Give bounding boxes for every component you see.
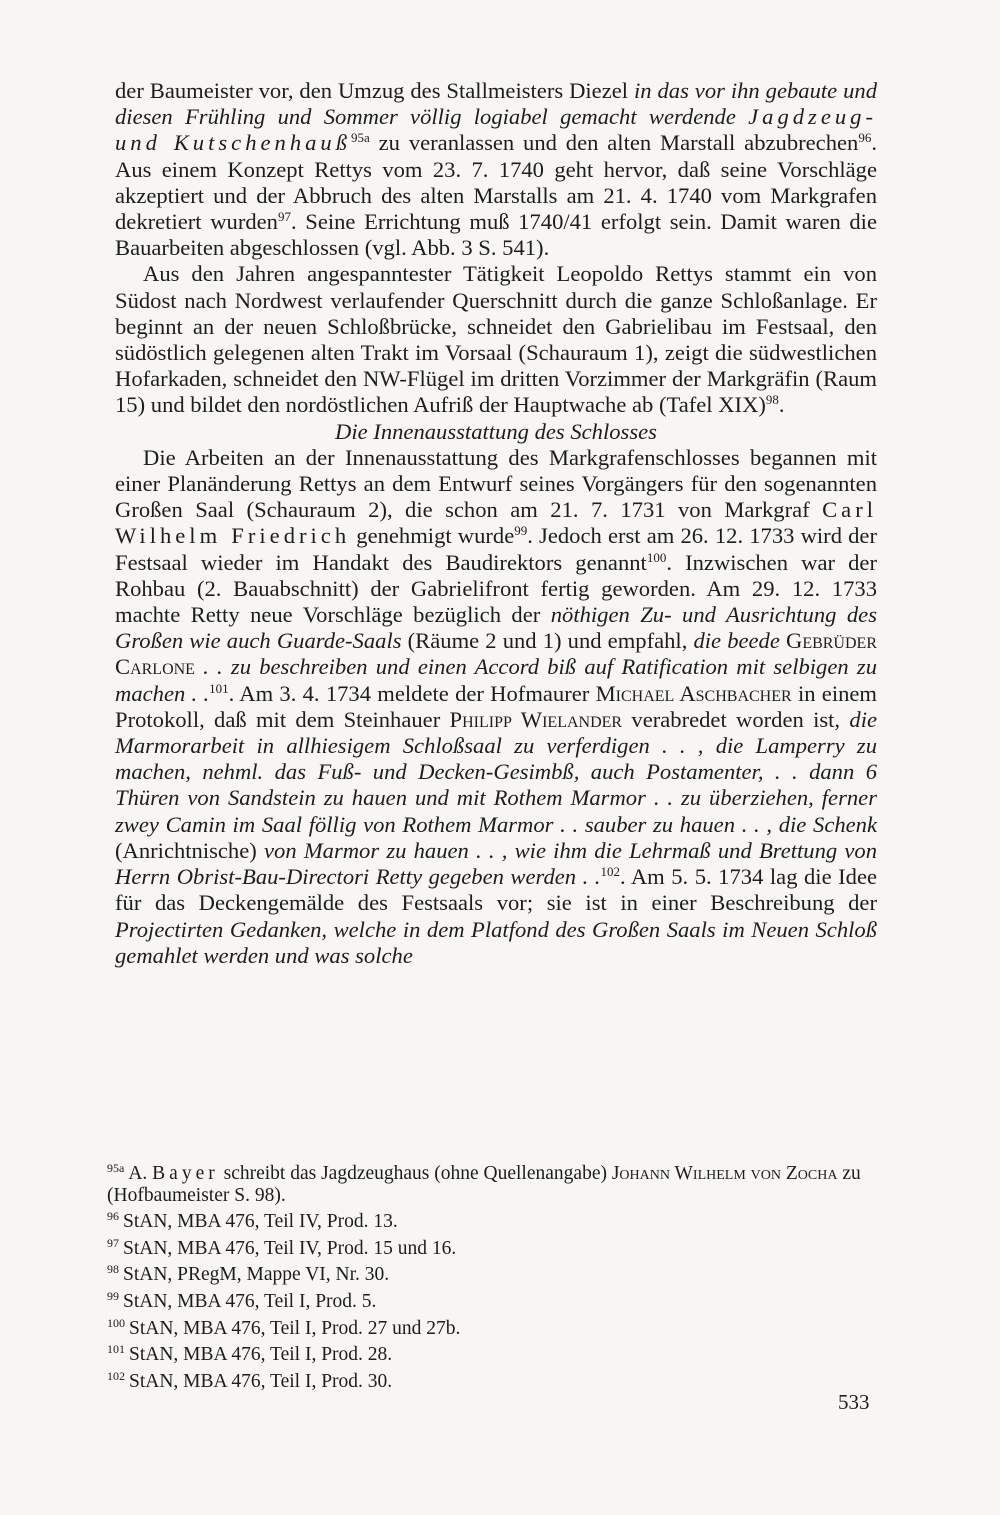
footnote-ref: 96: [858, 130, 872, 146]
footnote-ref: 101: [209, 680, 229, 696]
footnote-101: [107, 1339, 887, 1366]
footnote-ref: 99: [514, 523, 528, 539]
main-text: [115, 78, 877, 969]
footnote-95a: [107, 1158, 887, 1206]
footnote-number: 102: [107, 1368, 125, 1383]
quote-italic: Projectirten Gedanken, welche in dem Platfond des Großen Saals im Neuen Schloß gemahlet werden und was solche: [115, 916, 877, 968]
text-run: zu veranlassen und den alten Marstall abzubrechen: [369, 130, 859, 156]
text-run: genehmigt wurde: [350, 523, 515, 549]
footnote-text: StAN, PRegM, Mappe VI, Nr. 30.: [123, 1264, 390, 1286]
footnote-ref: 100: [646, 549, 667, 565]
footnote-number: 97: [107, 1235, 119, 1250]
text-run: . Seine Errichtung muß 1740/41 erfolgt sein. Damit waren die Bauarbeiten abgeschlossen (vgl. Abb. 3 S. 541).: [115, 209, 877, 261]
text-run: Die Arbeiten an der Innenausstattung des Markgrafenschlosses begannen mit einer Planänderung Rettys an dem Entwurf seines Vorgängers für den sogenannten Großen Saal (Schauraum 2), die schon am 21. 7. 1731 von Markgraf: [115, 444, 877, 523]
footnote-97: [107, 1233, 887, 1260]
footnote-ref: 98: [765, 392, 779, 408]
footnote-number: 99: [107, 1288, 119, 1303]
quote-italic: die Marmorarbeit in allhiesigem Schloßsaal zu verferdigen . . , die Lamperry zu machen, nehml. das Fuß- und Decken-Gesimbß, auch Postamenter, . . dann 6 Thüren von Sandstein zu hauen und mit Rothem Marmor . . zu überziehen, ferner zwey Camin im Saal föllig von Rothem Marmor . . sauber zu hauen . . , die Schenk: [115, 706, 877, 837]
text-run: . Aus einem Konzept Rettys vom 23. 7. 1740 geht hervor, daß seine Vorschläge akzeptiert und der Abbruch des alten Marstalls am 21. 4. 1740 vom Markgrafen dekretiert wurden: [115, 130, 877, 235]
paragraph-3: [115, 445, 877, 969]
page-number: 533: [838, 1390, 870, 1414]
text-run: . Jedoch erst am 26. 12. 1733 wird der Festsaal wieder im Handakt des Baudirektors genannt: [115, 523, 877, 575]
footnote-102: [107, 1366, 887, 1393]
text-run: in einem Protokoll, daß mit dem Steinhauer: [115, 680, 877, 732]
text-run: Aus den Jahren angespanntester Tätigkeit Leopoldo Rettys stammt ein von Südost nach Nordwest verlaufender Querschnitt durch die ganze Schloßanlage. Er beginnt an der neuen Schloßbrücke, schneidet den Gabrielibau im Festsaal, den südöstlich gelegenen alten Trakt im Vorsaal (Schauraum 1), zeigt die südwestlichen Hofarkaden, schneidet den NW-Flügel im dritten Vorzimmer der Markgräfin (Raum 15) und bildet den nordöstlichen Aufriß der Hauptwache ab (Tafel XIX): [115, 261, 877, 418]
footnote-text: StAN, MBA 476, Teil I, Prod. 28.: [129, 1344, 393, 1366]
footnote-100: [107, 1313, 887, 1340]
text-run: .: [778, 392, 785, 418]
paragraph-2: [115, 261, 877, 418]
footnote-text: A.: [128, 1163, 153, 1184]
footnote-number: 96: [107, 1209, 119, 1224]
footnote-text: StAN, MBA 476, Teil I, Prod. 30.: [129, 1370, 393, 1392]
footnote-number: 98: [107, 1262, 119, 1277]
quote-italic: nöthigen Zu- und Ausrichtung des Großen wie auch Guarde-Saals: [115, 602, 877, 654]
author-spaced: Bayer: [152, 1163, 219, 1184]
footnotes: [107, 1158, 887, 1392]
footnote-text: zu (Hofbaumeister S. 98).: [107, 1163, 861, 1206]
footnote-text: schreibt das Jagdzeughaus (ohne Quellenangabe): [218, 1163, 612, 1184]
footnote-text: StAN, MBA 476, Teil I, Prod. 5.: [123, 1290, 377, 1312]
text-run: (Anrichtnische): [115, 837, 264, 863]
footnote-96: [107, 1206, 887, 1233]
footnote-ref: 102: [600, 864, 620, 880]
text-run: . Am 3. 4. 1734 meldete der Hofmaurer: [228, 680, 596, 706]
footnote-text: StAN, MBA 476, Teil IV, Prod. 13.: [123, 1211, 398, 1233]
name-spaced: Carl Wilhelm Friedrich: [115, 497, 877, 549]
text-run: . Inzwischen war der Rohbau (2. Bauabschnitt) der Gabrielifront fertig geworden. Am 29. 12. 1733 machte Retty neue Vorschläge bezüglich der: [115, 549, 877, 628]
footnote-98: [107, 1259, 887, 1286]
text-run: (Räume 2 und 1) und empfahl,: [401, 628, 694, 654]
footnote-text: StAN, MBA 476, Teil I, Prod. 27 und 27b.: [129, 1317, 461, 1339]
footnote-99: [107, 1286, 887, 1313]
text-run: verabredet worden ist,: [622, 706, 850, 732]
quote-italic: . . zu beschreiben und einen Accord biß auf Ratification mit selbigen zu machen . .: [115, 654, 877, 706]
footnote-number: 95a: [107, 1161, 125, 1175]
name-smallcaps: Johann Wilhelm von Zocha: [611, 1163, 838, 1184]
text-run: der Baumeister vor, den Umzug des Stallmeisters Diezel: [115, 78, 634, 103]
quote-italic: die beede: [693, 628, 780, 654]
footnote-ref: 95a: [351, 130, 370, 146]
name-smallcaps: Michael Aschbacher: [595, 680, 792, 706]
text-run: [195, 654, 203, 679]
quote-spaced: Jagdzeug- und Kutschenhauß: [115, 104, 877, 156]
quote-italic: von Marmor zu hauen . . , wie ihm die Lehrmaß und Brettung von Herrn Obrist-Bau-Directori Retty gegeben werden . .: [115, 837, 878, 890]
quote-italic: in das vor ihn gebaute und diesen Frühling und Sommer völlig logiabel gemacht werdende: [115, 78, 877, 130]
footnote-ref: 97: [277, 209, 291, 225]
paragraph-1: [115, 78, 877, 261]
name-smallcaps: Gebrüder Carlone: [115, 628, 877, 680]
footnote-number: 100: [107, 1315, 125, 1330]
name-smallcaps: Philipp Wielander: [449, 706, 623, 732]
footnote-number: 101: [107, 1342, 125, 1357]
footnote-text: StAN, MBA 476, Teil IV, Prod. 15 und 16.: [123, 1237, 457, 1259]
text-run: . Am 5. 5. 1734 lag die Idee für das Deckengemälde des Festsaals vor; sie ist in einer Beschreibung der: [115, 864, 878, 916]
section-heading: Die Innenausstattung des Schlosses: [335, 418, 657, 444]
